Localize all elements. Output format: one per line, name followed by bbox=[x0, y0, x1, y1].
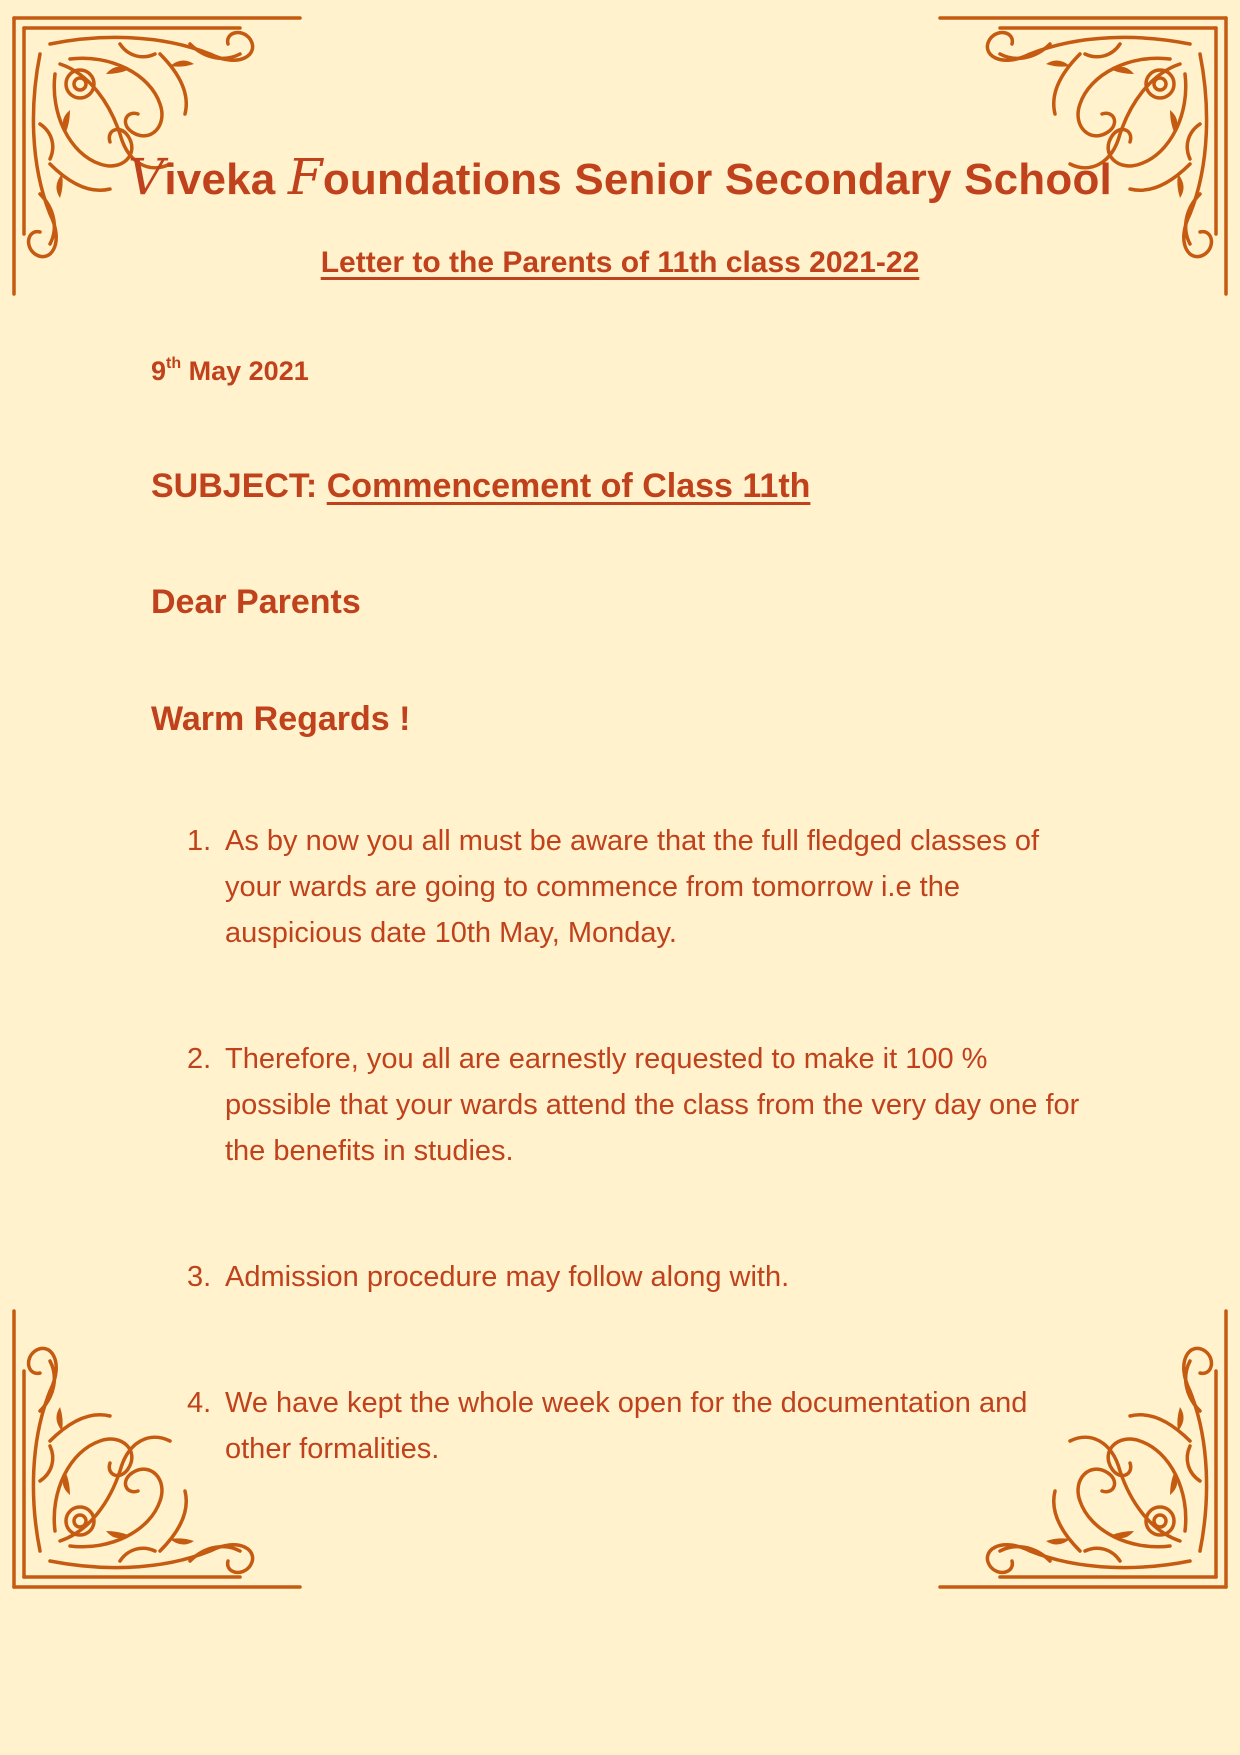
school-word-rest: iveka bbox=[164, 155, 288, 204]
school-name-rest: oundations Senior Secondary School bbox=[322, 155, 1112, 204]
point-number: 4. bbox=[187, 1387, 212, 1419]
regards: Warm Regards ! bbox=[151, 700, 411, 738]
subject-text: Commencement of Class 11th bbox=[326, 467, 811, 505]
date-rest: May 2021 bbox=[181, 356, 309, 386]
point-number: 3. bbox=[187, 1261, 212, 1293]
point-text: We have kept the whole week open for the documentation and other formalities. bbox=[225, 1387, 1028, 1465]
date-day: 9 bbox=[151, 356, 167, 386]
school-name bbox=[0, 148, 1240, 206]
greeting: Dear Parents bbox=[151, 583, 361, 621]
school-initial-v: V bbox=[128, 148, 165, 206]
list-item bbox=[187, 1254, 1093, 1300]
school-initial-f: F bbox=[287, 148, 323, 206]
letter-points bbox=[187, 818, 1093, 1472]
letter-date bbox=[151, 356, 309, 387]
point-number: 1. bbox=[187, 825, 212, 857]
list-item bbox=[187, 1036, 1093, 1174]
point-number: 2. bbox=[187, 1043, 212, 1075]
date-suffix: th bbox=[166, 355, 182, 372]
list-item bbox=[187, 1380, 1093, 1472]
list-item bbox=[187, 818, 1093, 956]
point-text: Admission procedure may follow along with. bbox=[225, 1261, 790, 1293]
point-text: Therefore, you all are earnestly requested to make it 100 % possible that your wards attend the class from the very day one for the benefits in studies. bbox=[225, 1043, 1080, 1167]
subject-label: SUBJECT: bbox=[151, 467, 327, 505]
subject-line bbox=[151, 467, 810, 506]
letter-heading: Letter to the Parents of 11th class 2021-22 bbox=[320, 246, 920, 279]
point-text: As by now you all must be aware that the full fledged classes of your wards are going to commence from tomorrow i.e the auspicious date 10th May, Monday. bbox=[225, 825, 1040, 949]
